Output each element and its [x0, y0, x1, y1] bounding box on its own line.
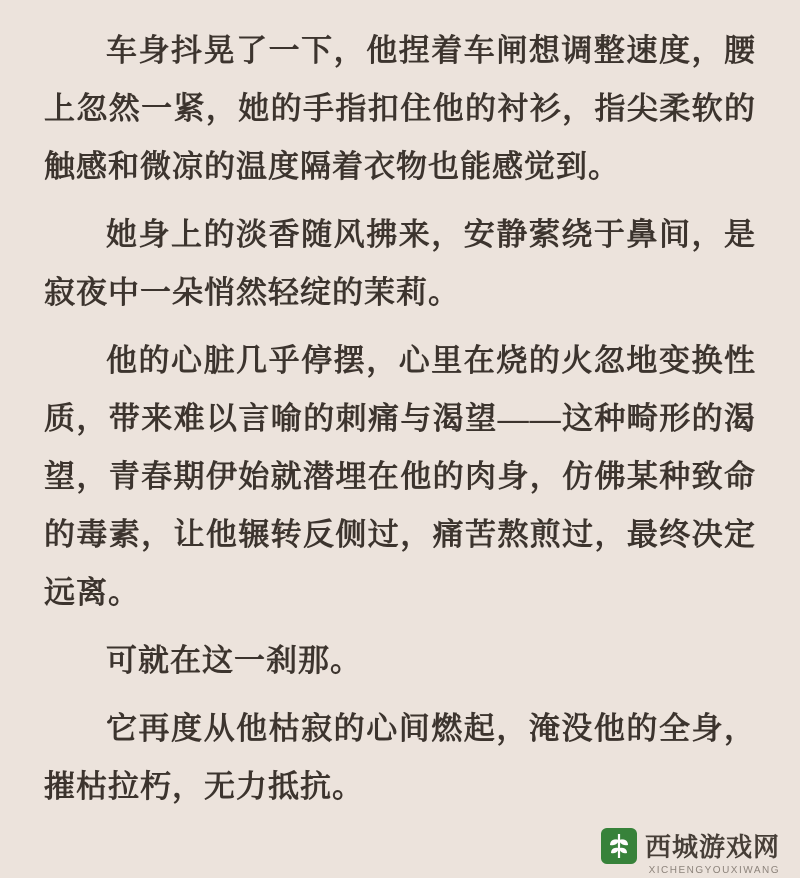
paragraph: 他的心脏几乎停摆，心里在烧的火忽地变换性质，带来难以言喻的刺痛与渴望——这种畸形的渴望，青春期伊始就潜埋在他的肉身，仿佛某种致命的毒素，让他辗转反侧过，痛苦熬煎过，最终决定远离。 — [44, 343, 756, 610]
watermark — [601, 827, 780, 864]
paragraph: 车身抖晃了一下，他捏着车闸想调整速度，腰上忽然一紧，她的手指扣住他的衬衫，指尖柔软的触感和微凉的温度隔着衣物也能感觉到。 — [44, 33, 756, 184]
watermark-pinyin: XICHENGYOUXIWANG — [648, 865, 780, 876]
document-body — [44, 22, 756, 816]
leaf-logo-icon — [601, 828, 637, 864]
paragraph: 可就在这一刹那。 — [106, 643, 362, 678]
paragraph: 它再度从他枯寂的心间燃起，淹没他的全身，摧枯拉朽，无力抵抗。 — [44, 711, 756, 804]
paragraph: 她身上的淡香随风拂来，安静萦绕于鼻间，是寂夜中一朵悄然轻绽的茉莉。 — [44, 217, 756, 310]
watermark-brand: 西城游戏网 — [644, 832, 780, 862]
